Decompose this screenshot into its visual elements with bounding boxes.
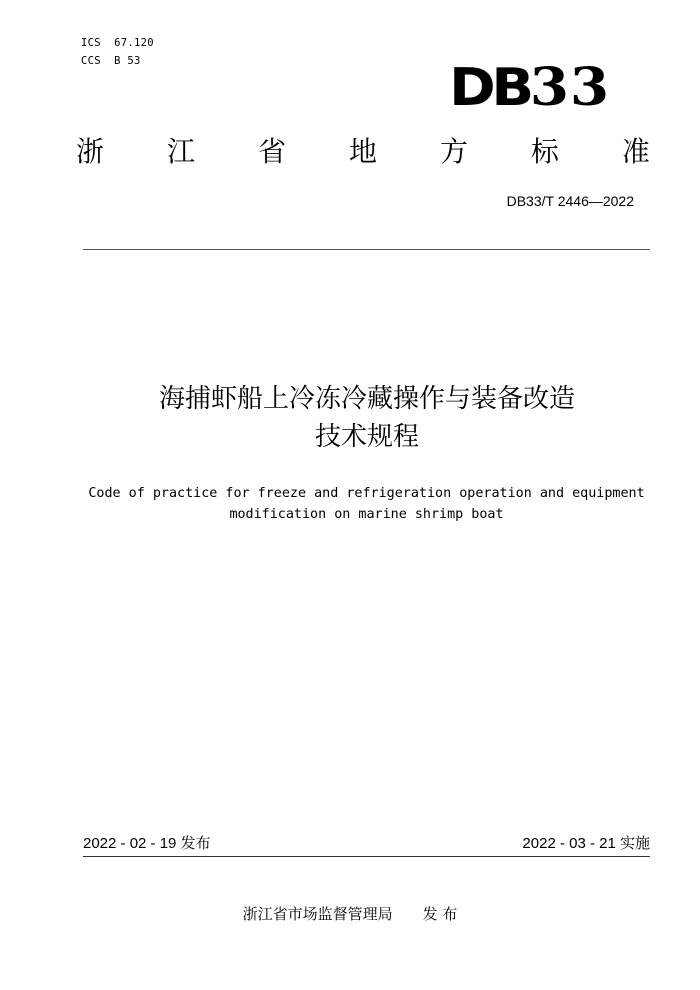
chinese-title-line1: 海捕虾船上冷冻冷藏操作与装备改造 bbox=[158, 384, 575, 414]
standard-type-title bbox=[76, 134, 650, 170]
english-title-line2: modification on marine shrimp boat bbox=[229, 507, 504, 522]
issuer-line bbox=[0, 903, 700, 925]
issuer-action: 发 布 bbox=[422, 905, 458, 923]
ics-code: ICS 67.120 bbox=[81, 37, 154, 49]
english-title bbox=[83, 483, 650, 525]
release-date: 2022 - 02 - 19 发布 bbox=[83, 835, 211, 852]
chinese-title-line2: 技术规程 bbox=[314, 422, 419, 452]
header-divider bbox=[83, 249, 650, 250]
chinese-title bbox=[0, 380, 700, 456]
db33-logo bbox=[449, 58, 610, 118]
standard-type-char: 省 bbox=[257, 135, 286, 168]
logo-db: DB bbox=[448, 58, 530, 118]
standard-type-char: 标 bbox=[530, 135, 559, 168]
standard-type-char: 浙 bbox=[76, 135, 105, 168]
standard-code: DB33/T 2446—2022 bbox=[506, 193, 634, 209]
footer-divider bbox=[83, 856, 650, 857]
english-title-line1: Code of practice for freeze and refrigeration operation and equipment bbox=[88, 486, 645, 501]
dates-row bbox=[83, 834, 650, 854]
standard-type-char: 准 bbox=[621, 135, 650, 168]
standard-type-char: 方 bbox=[439, 135, 468, 168]
implementation-date: 2022 - 03 - 21 实施 bbox=[522, 835, 650, 852]
standard-type-char: 地 bbox=[348, 135, 377, 168]
standard-type-char: 江 bbox=[166, 135, 195, 168]
logo-number: 33 bbox=[529, 57, 610, 118]
ccs-code: CCS B 53 bbox=[81, 55, 141, 67]
issuer-name: 浙江省市场监督管理局 bbox=[242, 905, 393, 923]
classification-codes bbox=[81, 34, 154, 70]
